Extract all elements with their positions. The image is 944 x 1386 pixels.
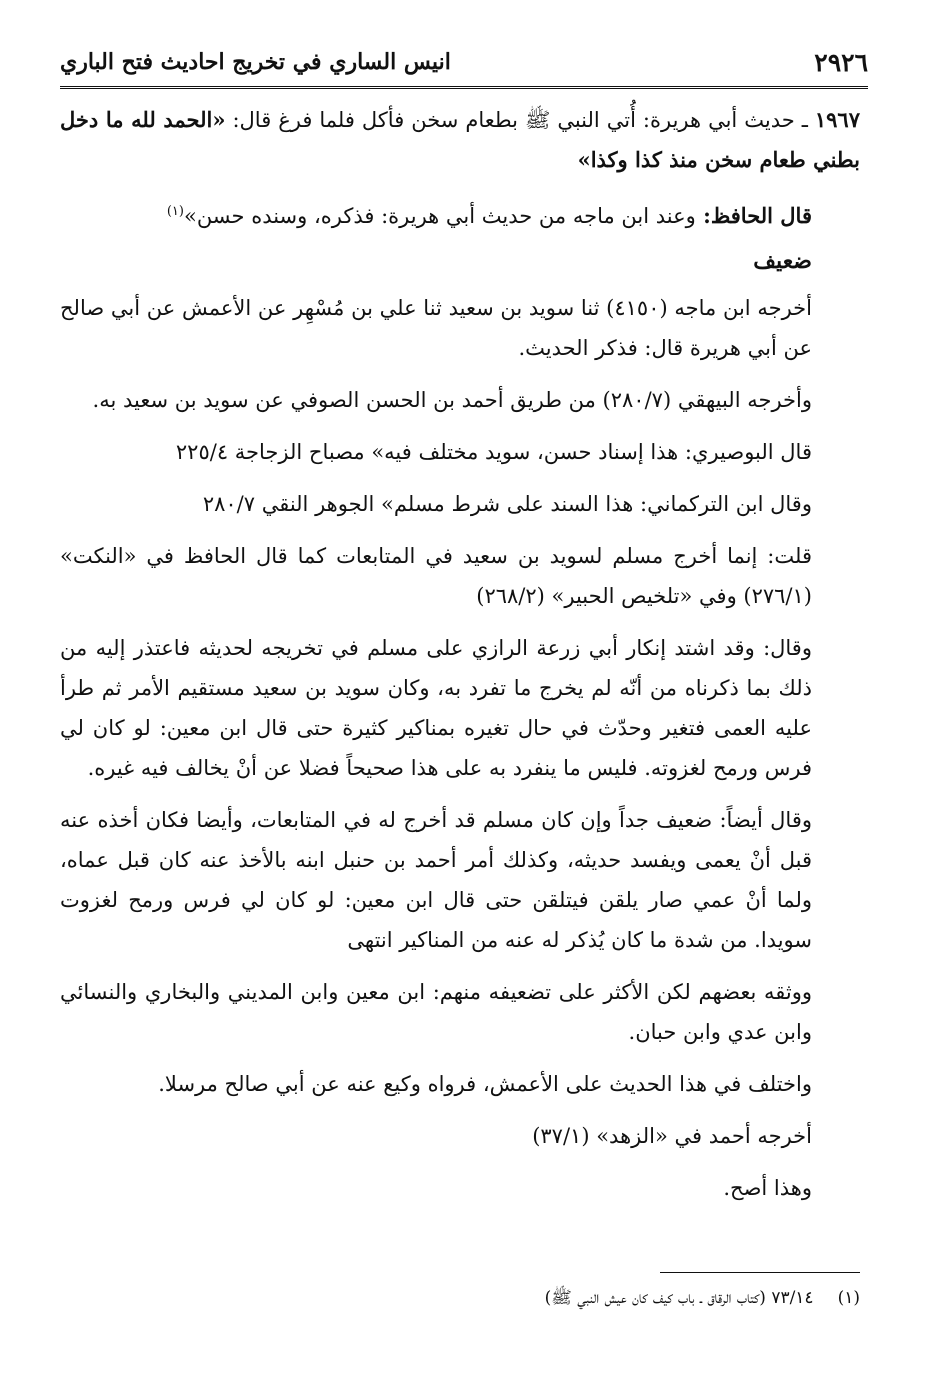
paragraph: وقال ابن التركماني: هذا السند على شرط مسلم» الجوهر النقي ٢٨٠/٧ [202, 492, 812, 516]
paragraph: وهذا أصح. [723, 1176, 812, 1200]
footnote [60, 1284, 860, 1312]
page-number: ٢٩٢٦ [814, 47, 868, 77]
footnote-number: (١) [837, 1288, 860, 1308]
paragraph: واختلف في هذا الحديث على الأعمش، فرواه وكيع عنه عن أبي صالح مرسلا. [158, 1072, 812, 1096]
hafiz-text: وعند ابن ماجه من حديث أبي هريرة: فذكره، وسنده حسن» [183, 204, 696, 228]
paragraph: قلت: إنما أخرج مسلم لسويد بن سعيد في المتابعات كما قال الحافظ في «النكت» (٢٧٦/١) وفي «تلخيص الحبير» (٢٦٨/٢) [60, 544, 812, 608]
running-title: انيس الساري في تخريج احاديث فتح الباري [60, 49, 451, 75]
entry-lead: ـ حديث أبي هريرة: أُتي النبي ﷺ بطعام سخن فأكل فلما فرغ قال: [225, 108, 815, 132]
footnote-ref: (١) [166, 204, 184, 219]
entry-quote: «الحمد لله ما دخل بطني طعام سخن منذ كذا وكذا» [60, 107, 860, 172]
hafiz-statement [60, 192, 860, 236]
page-body [60, 100, 860, 1220]
paragraph: قال البوصيري: هذا إسناد حسن، سويد مختلف فيه» مصباح الزجاجة ٢٢٥/٤ [175, 440, 812, 464]
page-header [60, 38, 868, 89]
entry-number: ١٩٦٧ [814, 107, 860, 132]
paragraph: أخرجه ابن ماجه (٤١٥٠) ثنا سويد بن سعيد ثنا علي بن مُسْهِر عن الأعمش عن أبي صالح عن أبي هريرة قال: فذكر الحديث. [60, 296, 812, 360]
paragraph: وقال أيضاً: ضعيف جداً وإن كان مسلم قد أخرج له في المتابعات، وأيضا فكان أخذه عنه قبل أنْ يعمى ويفسد حديثه، وكذلك أمر أحمد بن حنبل ابنه بالأخذ عنه كان قبل عماه، ولما أنْ عمي صار يلقن فيتلقن حتى قال ابن معين: لو كان لي فرس ورمح لغزوت سويدا. من شدة ما كان يُذكر له عنه من المناكير انتهى [60, 808, 812, 952]
paragraph: أخرجه أحمد في «الزهد» (٣٧/١) [532, 1124, 812, 1148]
paragraph: وأخرجه البيهقي (٢٨٠/٧) من طريق أحمد بن الحسن الصوفي عن سويد بن سعيد به. [92, 388, 812, 412]
paragraph: ووثقه بعضهم لكن الأكثر على تضعيفه منهم: ابن معين وابن المديني والبخاري والنسائي وابن عدي وابن حبان. [60, 980, 812, 1044]
grade-label: ضعيف [753, 248, 812, 274]
paragraph: وقال: وقد اشتد إنكار أبي زرعة الرازي على مسلم في تخريجه لحديثه فاعتذر إليه من ذلك بما ذكرناه من أنّه لم يخرج ما تفرد به، وكان سويد بن سعيد مستقيم الأمر ثم طرأ عليه العمى فتغير وحدّث في حال تغيره بمناكير كثيرة حتى قال ابن معين: لو كان لي فرس ورمح لغزوته. فليس ما ينفرد به على هذا صحيحاً فضلا عن أنْ يخالف فيه غيره. [60, 636, 812, 780]
footnote-text: ٧٣/١٤ (كتاب الرقاق ـ باب كيف كان عيش النبي ﷺ) [544, 1288, 814, 1308]
hafiz-label: قال الحافظ: [695, 203, 812, 228]
hadith-entry [60, 100, 860, 180]
footnote-divider [660, 1272, 860, 1273]
